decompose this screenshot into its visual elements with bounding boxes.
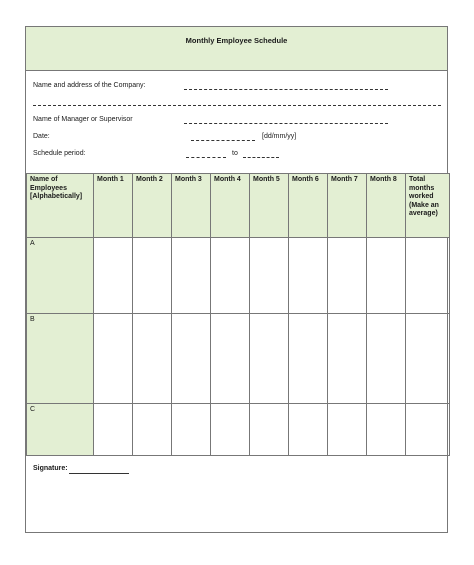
table-cell[interactable] — [172, 238, 211, 314]
header-total: Total months worked (Make an average) — [406, 174, 450, 238]
manager-line[interactable] — [184, 123, 388, 124]
table-cell[interactable] — [94, 404, 133, 456]
company-label: Name and address of the Company: — [33, 82, 146, 89]
table-cell[interactable] — [289, 238, 328, 314]
table-cell[interactable] — [328, 404, 367, 456]
period-to: to — [232, 150, 238, 157]
company-line-2[interactable] — [33, 105, 441, 106]
row-label: C — [27, 404, 94, 456]
table-cell[interactable] — [250, 404, 289, 456]
header-month-4: Month 4 — [211, 174, 250, 238]
table-cell[interactable] — [406, 238, 450, 314]
table-cell[interactable] — [328, 314, 367, 404]
header-name: Name of Employees [Alphabetically] — [27, 174, 94, 238]
table-cell[interactable] — [211, 314, 250, 404]
row-label: A — [27, 238, 94, 314]
date-line[interactable] — [191, 140, 255, 141]
table-cell[interactable] — [250, 238, 289, 314]
table-cell[interactable] — [133, 238, 172, 314]
period-start-line[interactable] — [186, 157, 226, 158]
table-cell[interactable] — [250, 314, 289, 404]
page-title: Monthly Employee Schedule — [185, 36, 288, 45]
table-cell[interactable] — [406, 404, 450, 456]
table-cell[interactable] — [94, 238, 133, 314]
table-cell[interactable] — [367, 404, 406, 456]
signature-line[interactable] — [69, 473, 129, 474]
table-cell[interactable] — [133, 314, 172, 404]
table-row — [27, 238, 450, 314]
header-month-6: Month 6 — [289, 174, 328, 238]
company-line-1[interactable] — [184, 89, 388, 90]
table-cell[interactable] — [94, 314, 133, 404]
period-end-line[interactable] — [243, 157, 279, 158]
header-month-3: Month 3 — [172, 174, 211, 238]
date-format: [dd/mm/yy] — [262, 133, 297, 140]
schedule-sheet — [25, 26, 448, 533]
table-cell[interactable] — [289, 314, 328, 404]
row-label: B — [27, 314, 94, 404]
manager-label: Name of Manager or Supervisor — [33, 116, 133, 123]
header-month-5: Month 5 — [250, 174, 289, 238]
header-month-7: Month 7 — [328, 174, 367, 238]
header-month-2: Month 2 — [133, 174, 172, 238]
signature-label: Signature: — [33, 465, 68, 472]
table-row — [27, 314, 450, 404]
table-cell[interactable] — [328, 238, 367, 314]
table-cell[interactable] — [172, 314, 211, 404]
table-cell[interactable] — [172, 404, 211, 456]
table-cell[interactable] — [211, 238, 250, 314]
table-cell[interactable] — [367, 238, 406, 314]
period-label: Schedule period: — [33, 150, 86, 157]
header-month-1: Month 1 — [94, 174, 133, 238]
table-row — [27, 404, 450, 456]
table-cell[interactable] — [406, 314, 450, 404]
date-label: Date: — [33, 133, 50, 140]
header-row — [27, 174, 450, 238]
table-cell[interactable] — [289, 404, 328, 456]
title-band — [26, 27, 447, 71]
table-cell[interactable] — [367, 314, 406, 404]
header-month-8: Month 8 — [367, 174, 406, 238]
schedule-table — [26, 173, 450, 456]
table-cell[interactable] — [133, 404, 172, 456]
table-cell[interactable] — [211, 404, 250, 456]
